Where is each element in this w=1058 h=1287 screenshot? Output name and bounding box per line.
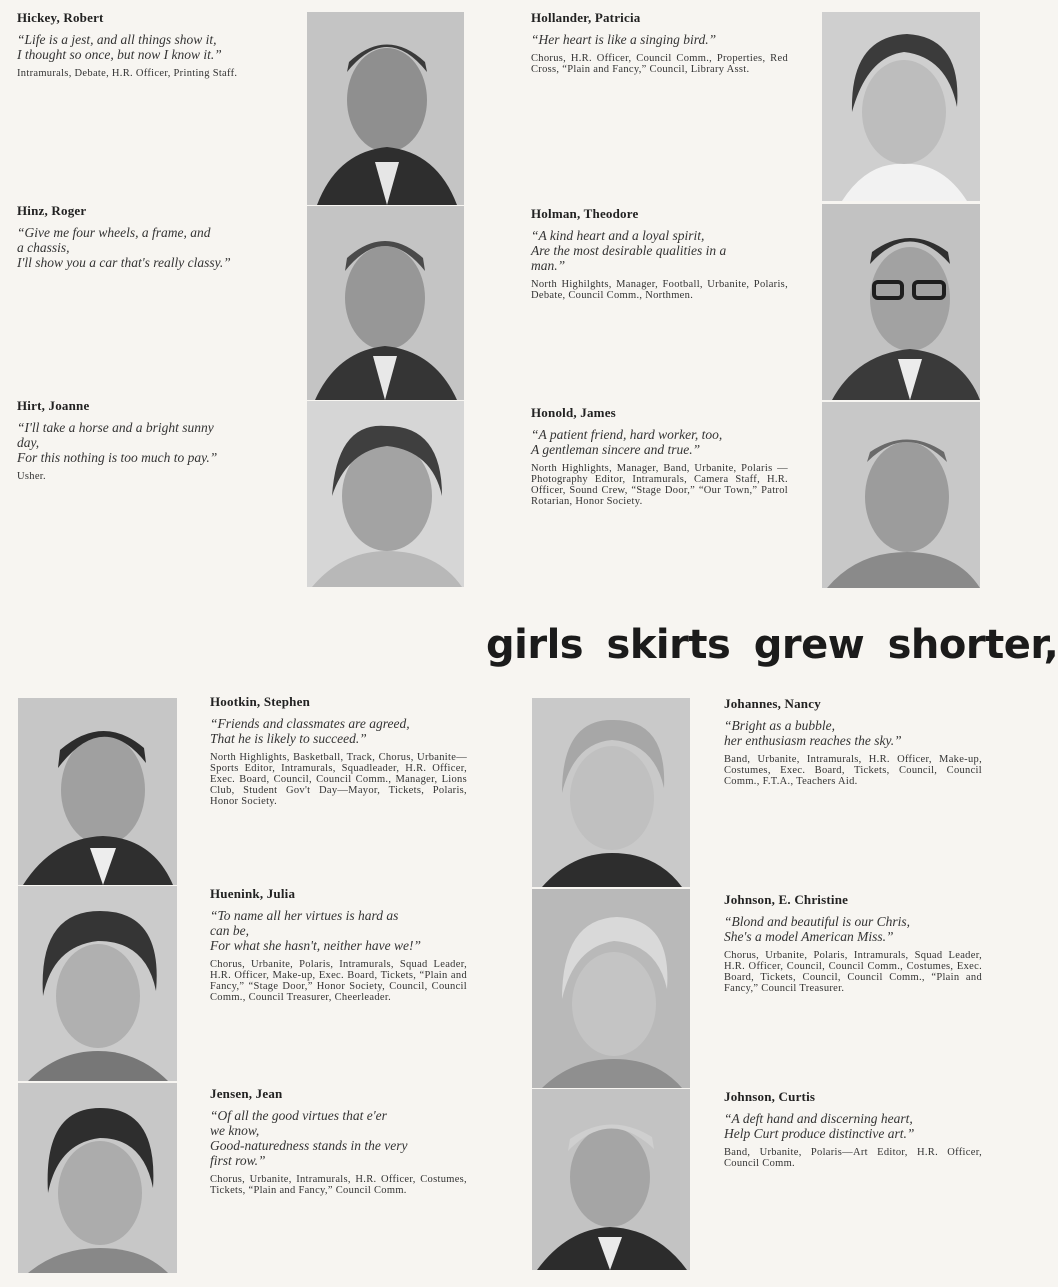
senior-activities: Band, Urbanite, Intramurals, H.R. Officer, Make-up, Costumes, Exec. Board, Tickets, Council, Council Comm., F.T.A., Teachers Aid. xyxy=(724,754,982,787)
portrait-photo-johnson-christine xyxy=(532,889,690,1088)
senior-activities: Chorus, H.R. Officer, Council Comm., Properties, Red Cross, “Plain and Fancy,” Council, Library Asst. xyxy=(531,53,788,75)
senior-quote: “Life is a jest, and all things show it, I thought so once, but now I know it.” xyxy=(17,32,222,62)
senior-quote: “Give me four wheels, a frame, and a chassis, I'll show you a car that's really classy.” xyxy=(17,225,231,270)
senior-quote: “To name all her virtues is hard as can be, For what she hasn't, neither have we!” xyxy=(210,908,421,953)
senior-activities: North Highilghts, Manager, Football, Urbanite, Polaris, Debate, Council Comm., Northmen. xyxy=(531,279,788,301)
senior-name: Honold, James xyxy=(531,405,616,420)
senior-entry-hootkin xyxy=(210,694,467,807)
portrait-photo-hinz xyxy=(307,206,464,400)
senior-entry-johannes xyxy=(724,696,982,787)
senior-name: Hickey, Robert xyxy=(17,10,104,25)
portrait-photo-hickey xyxy=(307,12,464,205)
senior-name: Johnson, Curtis xyxy=(724,1089,816,1104)
senior-activities: North Highlights, Manager, Band, Urbanite, Polaris — Photography Editor, Intramurals, Camera Staff, H.R. Officer, Sound Crew, “Stage Door,” “Our Town,” Patrol Rotarian, Honor Society. xyxy=(531,463,788,507)
senior-quote: “I'll take a horse and a bright sunny day, For this nothing is too much to pay.” xyxy=(17,420,218,465)
portrait-photo-hirt xyxy=(307,401,464,587)
senior-name: Huenink, Julia xyxy=(210,886,296,901)
senior-activities: Band, Urbanite, Polaris—Art Editor, H.R. Officer, Council Comm. xyxy=(724,1147,982,1169)
portrait-photo-holman xyxy=(822,204,980,400)
senior-name: Hinz, Roger xyxy=(17,203,87,218)
senior-entry-holman xyxy=(531,206,788,301)
senior-quote: “Her heart is like a singing bird.” xyxy=(531,32,717,47)
senior-entry-johnson-curtis xyxy=(724,1089,982,1169)
senior-name: Hirt, Joanne xyxy=(17,398,90,413)
senior-entry-johnson-christine xyxy=(724,892,982,994)
senior-quote: “Bright as a bubble, her enthusiasm reaches the sky.” xyxy=(724,718,902,748)
senior-entry-hollander xyxy=(531,10,788,75)
portrait-photo-johannes xyxy=(532,698,690,887)
senior-activities: Intramurals, Debate, H.R. Officer, Printing Staff. xyxy=(17,68,238,79)
senior-entry-jensen xyxy=(210,1086,467,1196)
senior-activities: Chorus, Urbanite, Polaris, Intramurals, Squad Leader, H.R. Officer, Make-up, Exec. Board, Tickets, “Plain and Fancy,” “Stage Door,” Honor Society, Council, Council Comm., Council Treasurer, Cheerleader. xyxy=(210,959,467,1003)
senior-quote: “Friends and classmates are agreed, That he is likely to succeed.” xyxy=(210,716,410,746)
senior-name: Holman, Theodore xyxy=(531,206,639,221)
senior-entry-honold xyxy=(531,405,788,507)
portrait-photo-honold xyxy=(822,402,980,588)
portrait-photo-johnson-curtis xyxy=(532,1089,690,1270)
senior-activities: Chorus, Urbanite, Intramurals, H.R. Officer, Costumes, Tickets, “Plain and Fancy,” Council Comm. xyxy=(210,1174,467,1196)
senior-entry-huenink xyxy=(210,886,467,1003)
senior-activities: North Highlights, Basketball, Track, Chorus, Urbanite—Sports Editor, Intramurals, Squadleader, H.R. Officer, Exec. Board, Council, Council Comm., Manager, Lions Club, Student Gov't Day—Mayor, Tickets, Polaris, Honor Society. xyxy=(210,752,467,807)
portrait-photo-jensen xyxy=(18,1083,177,1273)
senior-activities: Usher. xyxy=(17,471,46,482)
page-headline: girls skirts grew shorter, xyxy=(486,622,1058,668)
portrait-photo-hollander xyxy=(822,12,980,201)
senior-quote: “A deft hand and discerning heart, Help Curt produce distinctive art.” xyxy=(724,1111,915,1141)
senior-entry-hirt xyxy=(17,398,277,482)
senior-activities: Chorus, Urbanite, Polaris, Intramurals, Squad Leader, H.R. Officer, Council, Council Comm., Costumes, Exec. Board, Tickets, Council, Council Comm., “Plain and Fancy,” Council Treasurer. xyxy=(724,950,982,994)
senior-quote: “Of all the good virtues that e'er we know, Good-naturedness stands in the very first row.” xyxy=(210,1108,408,1168)
senior-name: Hootkin, Stephen xyxy=(210,694,311,709)
portrait-photo-huenink xyxy=(18,886,177,1081)
senior-name: Johnson, E. Christine xyxy=(724,892,849,907)
senior-quote: “A patient friend, hard worker, too, A gentleman sincere and true.” xyxy=(531,427,723,457)
senior-name: Johannes, Nancy xyxy=(724,696,821,711)
senior-entry-hinz xyxy=(17,203,282,276)
senior-quote: “A kind heart and a loyal spirit, Are the most desirable qualities in a man.” xyxy=(531,228,727,273)
senior-name: Hollander, Patricia xyxy=(531,10,641,25)
senior-name: Jensen, Jean xyxy=(210,1086,283,1101)
portrait-photo-hootkin xyxy=(18,698,177,885)
senior-quote: “Blond and beautiful is our Chris, She's a model American Miss.” xyxy=(724,914,911,944)
senior-entry-hickey xyxy=(17,10,277,79)
